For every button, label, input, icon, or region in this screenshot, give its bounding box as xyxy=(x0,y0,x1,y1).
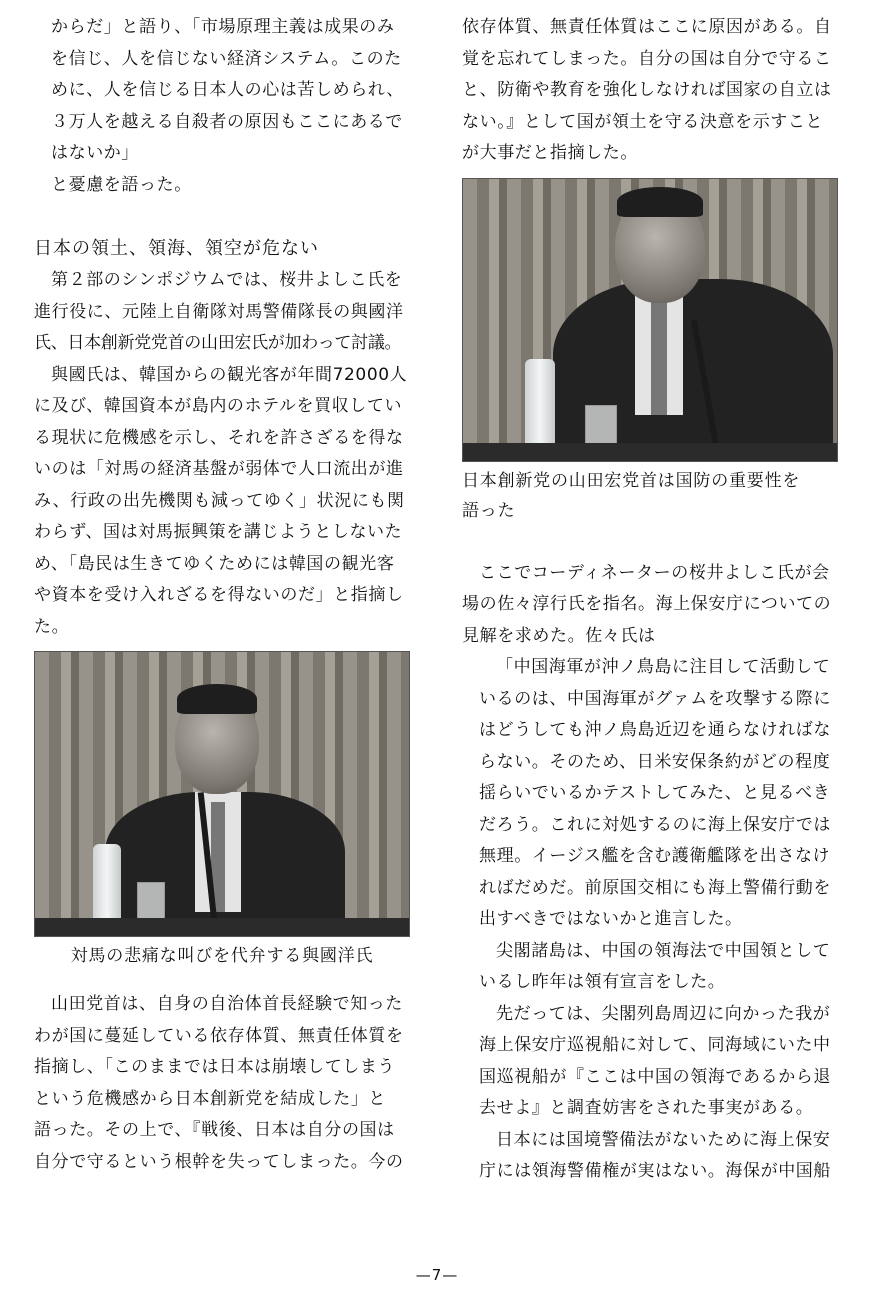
text-line: 国巡視船が『ここは中国の領海であるから退 xyxy=(479,1066,831,1087)
text-line: ３万人を越える自殺者の原因もここにあるで xyxy=(51,111,403,132)
text-line: 與國氏は、韓国からの観光客が年間72000人 xyxy=(51,364,408,385)
text-line: 見解を求めた。佐々氏は xyxy=(462,625,656,646)
text-line: と、防衛や教育を強化しなければ国家の自立は xyxy=(462,80,832,100)
text-line: 第２部のシンポジウムでは、桜井よしこ氏を xyxy=(51,270,403,290)
text-line: 覚を忘れてしまった。自分の国は自分で守るこ xyxy=(462,48,832,69)
text-line: はどうしても沖ノ鳥島近辺を通らなければな xyxy=(479,720,831,740)
text-line: ない。』として国が領土を守る決意を示すこと xyxy=(462,111,824,132)
text-line: と憂慮を語った。 xyxy=(51,174,192,195)
paragraph-2 xyxy=(34,265,410,360)
paragraph-1 xyxy=(34,12,410,201)
text-line: わらず、国は対馬振興策を講じようとしないた xyxy=(34,522,403,542)
left-column xyxy=(34,12,410,1178)
person-hair xyxy=(177,684,257,714)
paragraph-r2 xyxy=(462,558,838,653)
text-line: らない。そのため、日米安保条約がどの程度 xyxy=(479,751,831,772)
quote-sassa xyxy=(462,652,838,1188)
text-line: 自分で守るという根幹を失ってしまった。今の xyxy=(34,1151,404,1172)
text-line: 無理。イージス艦を含む護衛艦隊を出さなけ xyxy=(479,846,831,866)
text-line: 指摘し、「このままでは日本は崩壊してしまう xyxy=(34,1057,396,1077)
text-line: 氏、日本創新党党首の山田宏氏が加わって討議。 xyxy=(34,333,402,353)
paragraph-r1 xyxy=(462,12,838,170)
page-number: —7— xyxy=(415,1266,459,1284)
text-line: わが国に蔓延している依存体質、無責任体質を xyxy=(34,1025,404,1046)
text-line: る現状に危機感を示し、それを許さざるを得な xyxy=(34,427,404,448)
text-line: めに、人を信じる日本人の心は苦しめられ、 xyxy=(51,80,405,100)
text-line: 尖閣諸島は、中国の領海法で中国領として xyxy=(496,940,831,961)
table-edge xyxy=(35,918,409,936)
text-line: という危機感から日本創新党を結成した」と xyxy=(34,1088,386,1109)
text-line: 進行役に、元陸上自衛隊対馬警備隊長の與國洋 xyxy=(34,301,404,322)
person-hair xyxy=(617,187,703,217)
text-line: 揺らいでいるかテストしてみた、と見るべき xyxy=(479,783,831,803)
text-line: いるのは、中国海軍がグァムを攻撃する際に xyxy=(479,688,831,709)
text-line: 日本には国境警備法がないために海上保安 xyxy=(496,1129,831,1150)
text-line: た。 xyxy=(34,616,70,637)
photo-yokuni xyxy=(34,651,410,937)
right-column xyxy=(462,12,838,1188)
person-tie xyxy=(651,295,667,415)
text-line: め、「島民は生きてゆくためには韓国の観光客 xyxy=(34,553,395,574)
text-line: 依存体質、無責任体質はここに原因がある。自 xyxy=(462,17,832,37)
text-line: 庁には領海警備権が実はない。海保が中国船 xyxy=(479,1161,831,1181)
text-line: はないか」 xyxy=(51,143,139,163)
section-heading: 日本の領土、領海、領空が危ない xyxy=(34,238,319,259)
caption-line: 語った xyxy=(462,500,516,521)
text-line: に及び、韓国資本が島内のホテルを買収してい xyxy=(34,396,403,416)
text-line: 去せよ』と調査妨害をされた事実がある。 xyxy=(479,1098,814,1118)
text-line: 海上保安庁巡視船に対して、同海域にいた中 xyxy=(479,1035,831,1055)
text-line: や資本を受け入れざるを得ないのだ」と指摘し xyxy=(34,585,404,605)
text-line: 場の佐々淳行氏を指名。海上保安庁についての xyxy=(462,594,832,614)
text-line: 語った。その上で、『戦後、日本は自分の国は xyxy=(34,1120,395,1140)
paragraph-3 xyxy=(34,360,410,644)
photo-caption-yamada xyxy=(462,466,838,526)
text-line: 「中国海軍が沖ノ鳥島に注目して活動して xyxy=(496,657,831,677)
table-edge xyxy=(463,443,837,461)
text-line: 出すべきではないかと進言した。 xyxy=(479,909,743,929)
text-line: いるし昨年は領有宣言をした。 xyxy=(479,972,726,992)
text-line: み、行政の出先機関も減ってゆく」状況にも関 xyxy=(34,490,405,511)
text-line: 山田党首は、自身の自治体首長経験で知った xyxy=(51,994,403,1014)
photo-yamada xyxy=(462,178,838,462)
text-line: ればだめだ。前原国交相にも海上警備行動を xyxy=(479,877,831,898)
caption-line: 日本創新党の山田宏党首は国防の重要性を xyxy=(462,470,801,491)
photo-caption-yokuni: 対馬の悲痛な叫びを代弁する與國洋氏 xyxy=(70,946,374,966)
text-line: を信じ、人を信じない経済システム。このた xyxy=(51,48,402,69)
text-line: からだ」と語り、「市場原理主義は成果のみ xyxy=(51,17,395,37)
text-line: が大事だと指摘した。 xyxy=(462,143,638,163)
text-line: 先だっては、尖閣列島周辺に向かった我が xyxy=(496,1003,831,1024)
text-line: いのは「対馬の経済基盤が弱体で人口流出が進 xyxy=(34,459,404,479)
text-line: ここでコーディネーターの桜井よしこ氏が会 xyxy=(479,562,830,583)
text-line: だろう。これに対処するのに海上保安庁では xyxy=(479,814,831,835)
paragraph-4 xyxy=(34,989,410,1178)
